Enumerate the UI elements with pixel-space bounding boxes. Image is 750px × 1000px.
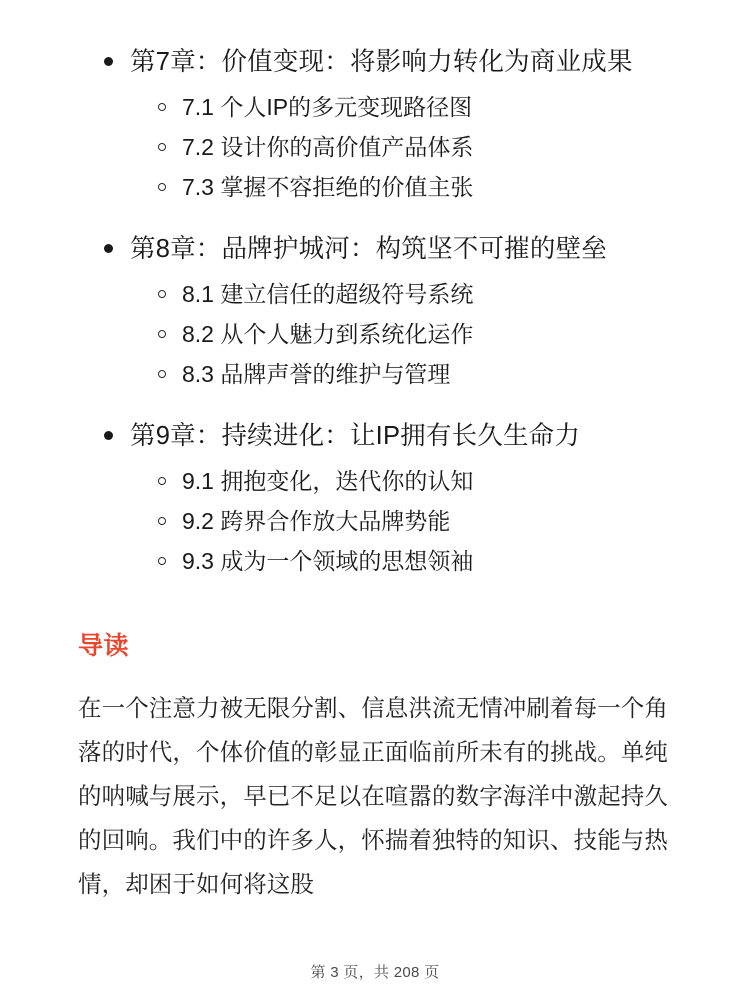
toc-chapter-title: 第9章：持续进化：让IP拥有长久生命力 bbox=[130, 422, 581, 450]
toc-section-row[interactable] bbox=[158, 88, 672, 126]
toc-section-title: 9.3 成为一个领域的思想领袖 bbox=[182, 548, 474, 574]
spacer bbox=[78, 403, 672, 416]
hollow-bullet-icon bbox=[158, 103, 166, 111]
lead-section-body: 在一个注意力被无限分割、信息洪流无情冲刷着每一个角落的时代，个体价值的彰显正面临前所未有的挑战。单纯的呐喊与展示，早已不足以在喧嚣的数字海洋中激起持久的回响。我们中的许多人，怀揣着独特的知识、技能与热情，却困于如何将这股 bbox=[78, 694, 668, 897]
toc-section-row[interactable] bbox=[158, 128, 672, 166]
hollow-bullet-icon bbox=[158, 290, 166, 298]
toc-section-row[interactable] bbox=[158, 315, 672, 353]
toc-section-list bbox=[78, 275, 672, 393]
hollow-bullet-icon bbox=[158, 517, 166, 525]
hollow-bullet-icon bbox=[158, 477, 166, 485]
toc-chapter bbox=[78, 42, 672, 206]
filled-bullet-icon bbox=[104, 57, 113, 66]
toc-section-list bbox=[78, 88, 672, 206]
toc-chapter-row[interactable] bbox=[104, 416, 672, 456]
hollow-bullet-icon bbox=[158, 183, 166, 191]
toc-chapter-title: 第8章：品牌护城河：构筑坚不可摧的壁垒 bbox=[130, 235, 607, 263]
toc-chapter-title: 第7章：价值变现：将影响力转化为商业成果 bbox=[130, 48, 633, 76]
table-of-contents bbox=[78, 42, 672, 580]
toc-section-row[interactable] bbox=[158, 542, 672, 580]
toc-chapter-row[interactable] bbox=[104, 229, 672, 269]
toc-section-list bbox=[78, 462, 672, 580]
spacer bbox=[78, 216, 672, 229]
toc-section-title: 7.1 个人IP的多元变现路径图 bbox=[182, 94, 473, 120]
toc-chapter-row[interactable] bbox=[104, 42, 672, 82]
toc-section-row[interactable] bbox=[158, 355, 672, 393]
hollow-bullet-icon bbox=[158, 370, 166, 378]
hollow-bullet-icon bbox=[158, 330, 166, 338]
toc-section-row[interactable] bbox=[158, 168, 672, 206]
toc-section-title: 7.2 设计你的高价值产品体系 bbox=[182, 134, 474, 160]
toc-section-title: 8.1 建立信任的超级符号系统 bbox=[182, 281, 474, 307]
toc-section-row[interactable] bbox=[158, 462, 672, 500]
toc-chapter bbox=[78, 229, 672, 393]
toc-section-title: 9.2 跨界合作放大品牌势能 bbox=[182, 508, 451, 534]
page-number-label: 第 3 页，共 208 页 bbox=[310, 964, 440, 981]
filled-bullet-icon bbox=[104, 431, 113, 440]
toc-section-row[interactable] bbox=[158, 502, 672, 540]
toc-section-title: 7.3 掌握不容拒绝的价值主张 bbox=[182, 174, 474, 200]
toc-chapter bbox=[78, 416, 672, 580]
toc-section-row[interactable] bbox=[158, 275, 672, 313]
filled-bullet-icon bbox=[104, 244, 113, 253]
page-footer bbox=[0, 961, 750, 982]
hollow-bullet-icon bbox=[158, 143, 166, 151]
toc-section-title: 8.2 从个人魅力到系统化运作 bbox=[182, 321, 474, 347]
hollow-bullet-icon bbox=[158, 557, 166, 565]
lead-section-heading: 导读 bbox=[78, 632, 130, 660]
toc-section-title: 8.3 品牌声誉的维护与管理 bbox=[182, 361, 451, 387]
toc-section-title: 9.1 拥抱变化，迭代你的认知 bbox=[182, 468, 474, 494]
